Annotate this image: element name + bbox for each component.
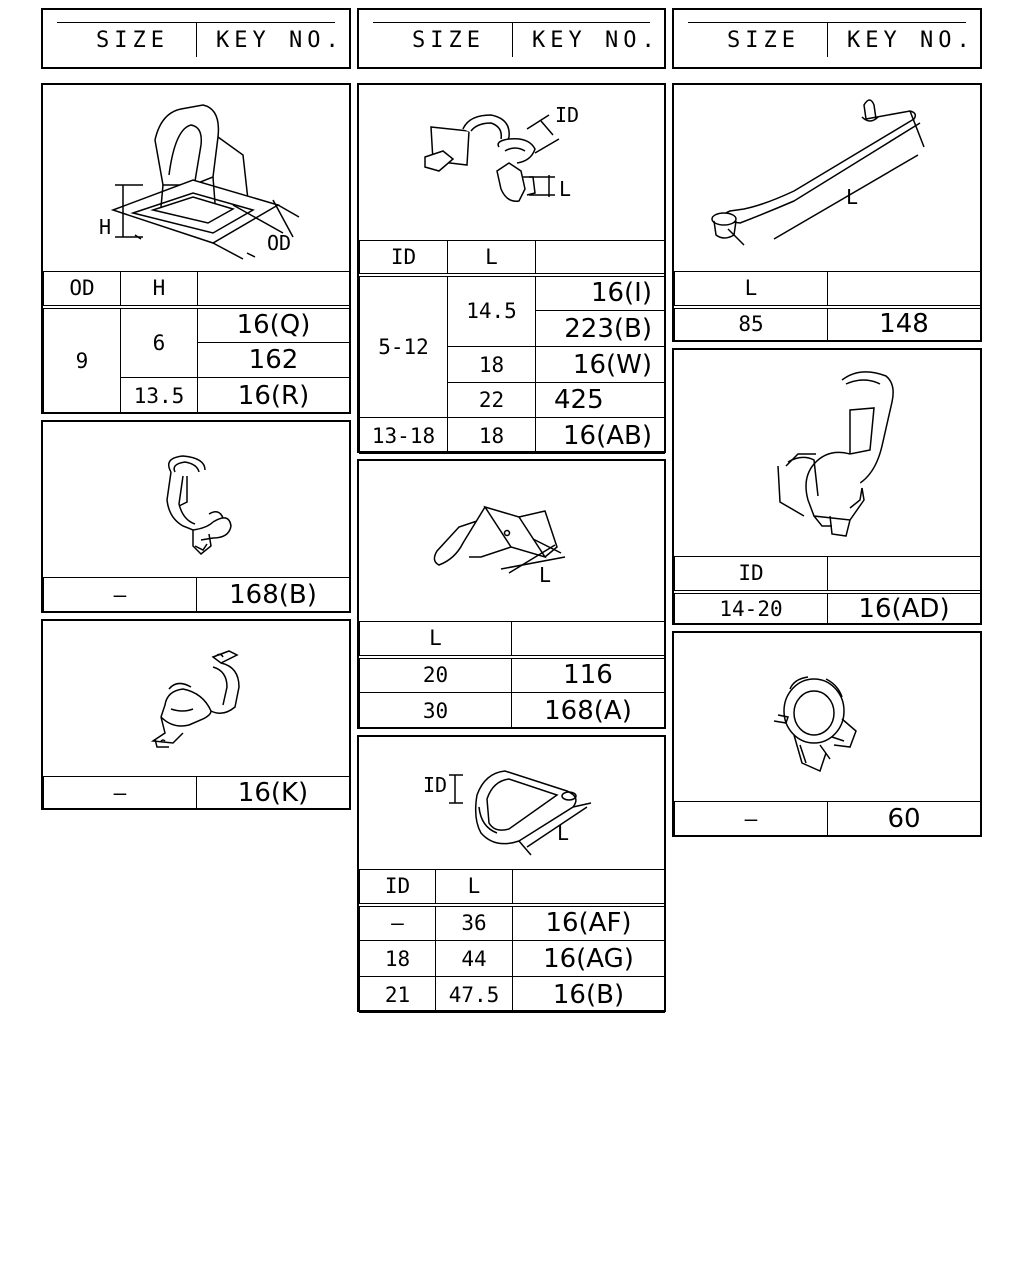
cell-l: 44 [436,941,513,977]
push-clip-drawing [43,85,349,271]
panel-ring-clip [672,631,982,837]
cell-size-dash: — [44,777,197,809]
cell-key: 223(B) [536,311,665,347]
cell-l: 18 [448,347,536,383]
cell-l: 47.5 [436,977,513,1013]
bracket-drawing [359,461,664,621]
saddle-clip-drawing [674,350,980,556]
pipe-clip-table [359,240,665,454]
panel-loop-clip [357,735,666,1012]
label-l: L [559,177,572,201]
cell-l: 18 [448,418,536,454]
col-header-key [513,870,665,905]
cell-l: 36 [436,905,513,941]
cell-key: 16(K) [197,777,350,809]
cell-key: 16(W) [536,347,665,383]
tie-strap-drawing [674,85,980,271]
bracket-table [359,621,665,729]
header-col-3 [672,8,982,69]
col-header-id: ID [675,557,828,592]
cell-id: 5-12 [360,275,448,418]
cell-size-dash: — [44,578,197,612]
panel-hook-clip [41,420,351,613]
cell-l: 85 [675,307,828,341]
cell-key: 16(AF) [513,905,665,941]
cell-h: 13.5 [121,378,198,414]
header-key-no: KEY NO. [532,28,660,53]
double-clamp-drawing [43,621,349,776]
col-header-key [828,272,981,307]
header-key-no: KEY NO. [847,28,975,53]
label-l: L [539,563,552,587]
cell-id: 13-18 [360,418,448,454]
col-header-l: L [448,241,536,275]
cell-key: 116 [512,657,665,693]
header-col-1 [41,8,351,69]
loop-clip-table [359,869,665,1013]
panel-bracket [357,459,666,729]
label-id: ID [423,773,448,797]
hook-clip-drawing [43,422,349,577]
cell-key: 162 [198,343,350,378]
col-header-id: ID [360,870,436,905]
label-id: ID [555,103,580,127]
hook-clip-table [43,577,350,612]
col-header-id: ID [360,241,448,275]
cell-size-dash: — [675,802,828,836]
cell-id: 21 [360,977,436,1013]
label-l: L [557,821,570,845]
col-header-h: H [121,272,198,307]
cell-id: — [360,905,436,941]
cell-key: 425 [536,383,665,418]
double-clamp-table [43,776,350,809]
col-header-key [198,272,350,307]
col-header-key [828,557,981,592]
panel-push-clip [41,83,351,414]
cell-id: 14-20 [675,592,828,625]
cell-key: 16(B) [513,977,665,1013]
col-header-l: L [436,870,513,905]
label-od: OD [267,231,292,255]
col-header-key [512,622,665,657]
cell-id: 18 [360,941,436,977]
header-col-2 [357,8,666,69]
cell-l: 30 [360,693,512,729]
cell-l: 22 [448,383,536,418]
header-size: SIZE [727,28,800,53]
cell-key: 16(AG) [513,941,665,977]
ring-clip-table [674,801,981,836]
cell-key: 60 [828,802,981,836]
cell-l: 14.5 [448,275,536,347]
tie-strap-table [674,271,981,341]
cell-key: 16(AB) [536,418,665,454]
cell-key: 168(B) [197,578,350,612]
saddle-clip-table [674,556,981,625]
col-header-l: L [675,272,828,307]
header-divider [512,22,513,57]
col-header-key [536,241,665,275]
cell-key: 16(AD) [828,592,981,625]
cell-key: 148 [828,307,981,341]
cell-key: 16(I) [536,275,665,311]
col-header-od: OD [44,272,121,307]
panel-tie-strap [672,83,982,342]
cell-od: 9 [44,307,121,414]
cell-key: 16(R) [198,378,350,414]
loop-clip-drawing [359,737,664,869]
cell-key: 168(A) [512,693,665,729]
ring-clip-drawing [674,633,980,801]
panel-saddle-clip [672,348,982,625]
push-clip-table [43,271,350,414]
label-l: L [846,185,859,209]
header-key-no: KEY NO. [216,28,344,53]
header-divider [196,22,197,57]
panel-pipe-clip [357,83,666,453]
col-header-l: L [360,622,512,657]
header-size: SIZE [412,28,485,53]
header-divider [827,22,828,57]
cell-key: 16(Q) [198,307,350,343]
header-size: SIZE [96,28,169,53]
pipe-clip-drawing [359,85,664,240]
cell-h: 6 [121,307,198,378]
cell-l: 20 [360,657,512,693]
label-h: H [99,215,112,239]
panel-double-clamp [41,619,351,810]
